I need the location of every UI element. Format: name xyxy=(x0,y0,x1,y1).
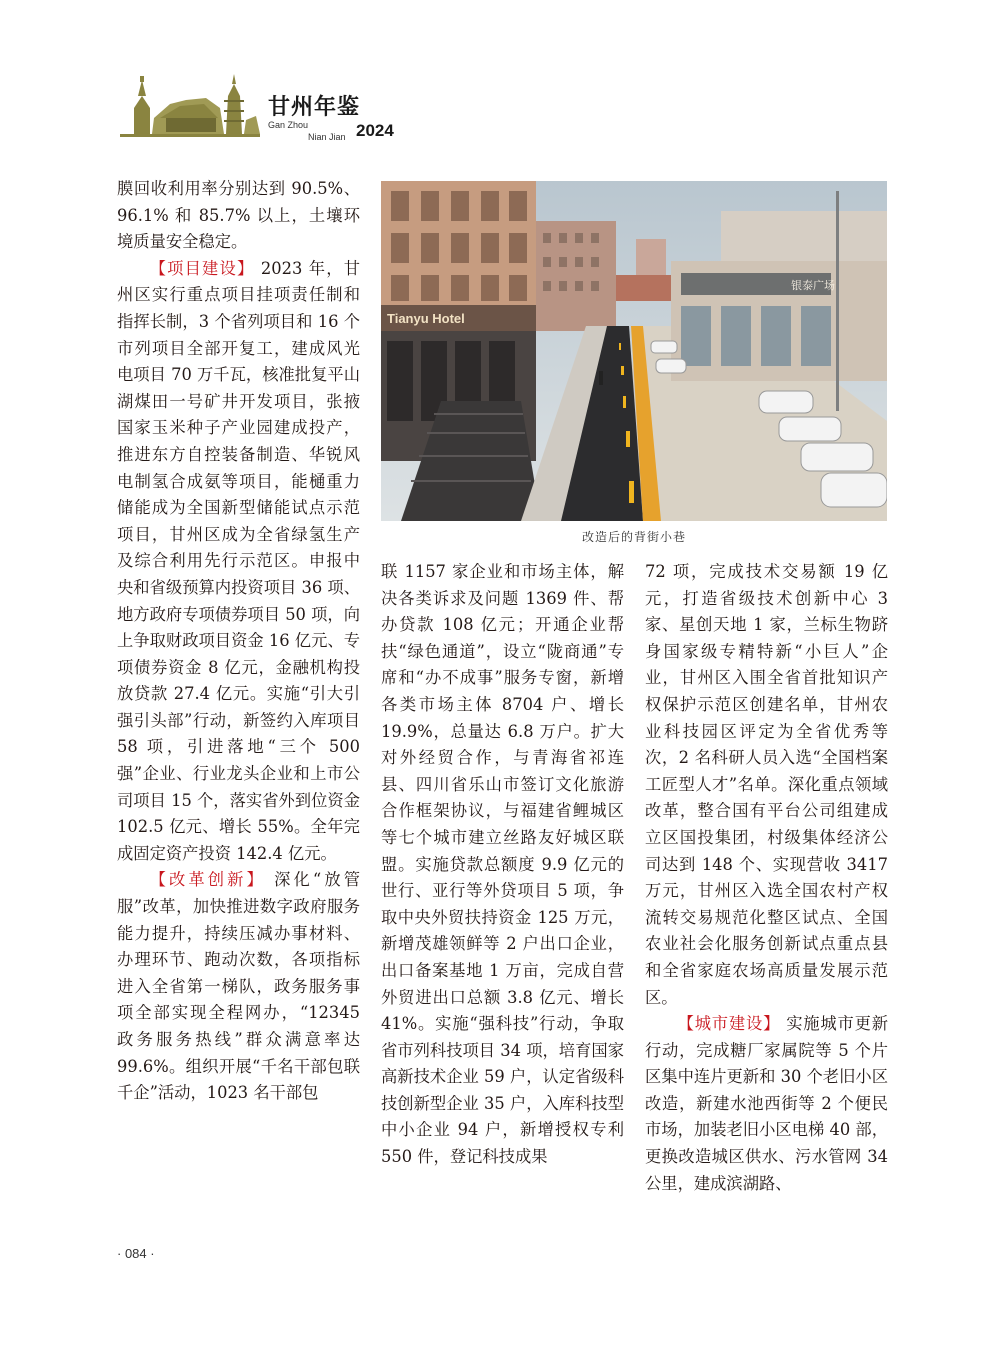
street-scene-image xyxy=(381,181,887,521)
paragraph-reform-innovation xyxy=(117,867,360,1106)
page-number: · 084 · xyxy=(117,1246,155,1261)
section-tag-urban-construction: 【城市建设】 xyxy=(677,1014,781,1034)
yearbook-title-en-2: Nian Jian xyxy=(308,132,346,142)
pagoda-skyline-logo xyxy=(120,74,260,140)
running-header xyxy=(120,74,420,144)
paragraph-soil: 膜回收利用率分别达到 90.5%、96.1% 和 85.7% 以上，土壤环境质量安全稳定。 xyxy=(117,179,360,252)
text-column-3 xyxy=(645,559,888,1197)
yearbook-title-en-1: Gan Zhou xyxy=(268,120,309,130)
section-tag-reform-innovation: 【改革创新】 xyxy=(149,870,266,890)
yearbook-year: 2024 xyxy=(356,121,394,140)
section-tag-project-construction: 【项目建设】 xyxy=(149,258,255,278)
photo-caption: 改造后的背街小巷 xyxy=(581,530,686,544)
text-column-2 xyxy=(381,559,624,1171)
paragraph-text: 实施城市更新行动，完成糖厂家属院等 5 个片区集中连片更新和 30 个老旧小区改造，新建水池西街等 2 个便民市场，加装老旧小区电梯 40 部，更换改造城区供水、污水管网 34 公里，建成滨湖路、 xyxy=(645,1014,888,1193)
paragraph-urban-construction xyxy=(645,1011,888,1197)
hotel-sign: Tianyu Hotel xyxy=(387,311,465,326)
paragraph-text: 2023 年，甘州区实行重点项目挂项责任制和指挥长制，3 个省列项目和 16 个市列项目全部开复工，建成风光电项目 70 万千瓦，核准批复平山湖煤田一号矿井开发项目，张掖国家玉米种子产业园建成投产，推进东方自控装备制造、华锐风电制氢合成氨等项目，能樋重力储能成为全国新型储能试点示范项目，甘州区成为全省绿氢生产及综合利用先行示范区。申报中央和省级预算内投资项目 36 项、地方政府专项债券项目 50 项，向上争取财政项目资金 16 亿元、专项债券资金 8 亿元，金融机构投放贷款 27.4 亿元。实施“引大引强引头部”行动，新签约入库项目 58 项，引进落地“三个 500 强”企业、行业龙头企业和上市公司项目 15 个，落实省外到位资金 102.5 亿元、增长 55%。全年完成固定资产投资 142.4 亿元。 xyxy=(117,258,360,863)
text-column-1 xyxy=(117,176,360,1107)
street-photo xyxy=(381,181,887,521)
paragraph-project-construction xyxy=(117,256,360,868)
paragraph-technology-continued: 72 项，完成技术交易额 19 亿元，打造省级技术创新中心 3 家、星创天地 1 家，兰标生物跻身国家级专精特新“小巨人”企业，甘州区入围全省首批知识产权保护示范区创建名单，甘州农业科技园区评定为全省优秀等次，2 名科研人员入选“全国档案工匠型人才”名单。深化重点领域改革，整合国有平台公司组建成立区国投集团，村级集体经济公司达到 148 个、实现营收 3417 万元，甘州区入选全国农村产权流转交易规范化整区试点、全国农业社会化服务创新试点重点县和全省家庭农场高质量发展示范区。 xyxy=(645,562,888,1007)
yearbook-title: 甘州年鉴 xyxy=(268,94,361,120)
paragraph-reform-continued: 联 1157 家企业和市场主体，解决各类诉求及问题 1369 件、帮办贷款 108 亿元；开通企业帮扶“绿色通道”，设立“陇商通”专席和“办不成事”服务专窗，新增各类市场主体 8704 户、增长 19.9%，总量达 6.8 万户。扩大对外经贸合作，与青海省祁连县、四川省乐山市签订文化旅游合作框架协议，与福建省鲤城区等七个城市建立丝路友好城区联盟。实施贷款总额度 9.9 亿元的世行、亚行等外贷项目 5 项，争取中央外贸扶持资金 125 万元，新增茂雄领鲜等 2 户出口企业，出口备案基地 1 万亩，完成自营外贸进出口总额 3.8 亿元、增长 41%。实施“强科技”行动，争取省市列科技项目 34 项，培育国家高新技术企业 59 户，认定省级科技创新型企业 35 户，入库科技型中小企业 94 户，新增授权专利 550 件，登记科技成果 xyxy=(381,562,624,1167)
paragraph-text: 深化“放管服”改革，加快推进数字政府服务能力提升，持续压减办事材料、办理环节、跑动次数，各项指标进入全省第一梯队，政务服务事项全部实现全程网办，“12345 政务服务热线”群众满意率达 99.6%。组织开展“千名干部包联千企”活动，1023 名干部包 xyxy=(117,870,360,1103)
shop-sign: 银泰广场 xyxy=(791,279,835,292)
